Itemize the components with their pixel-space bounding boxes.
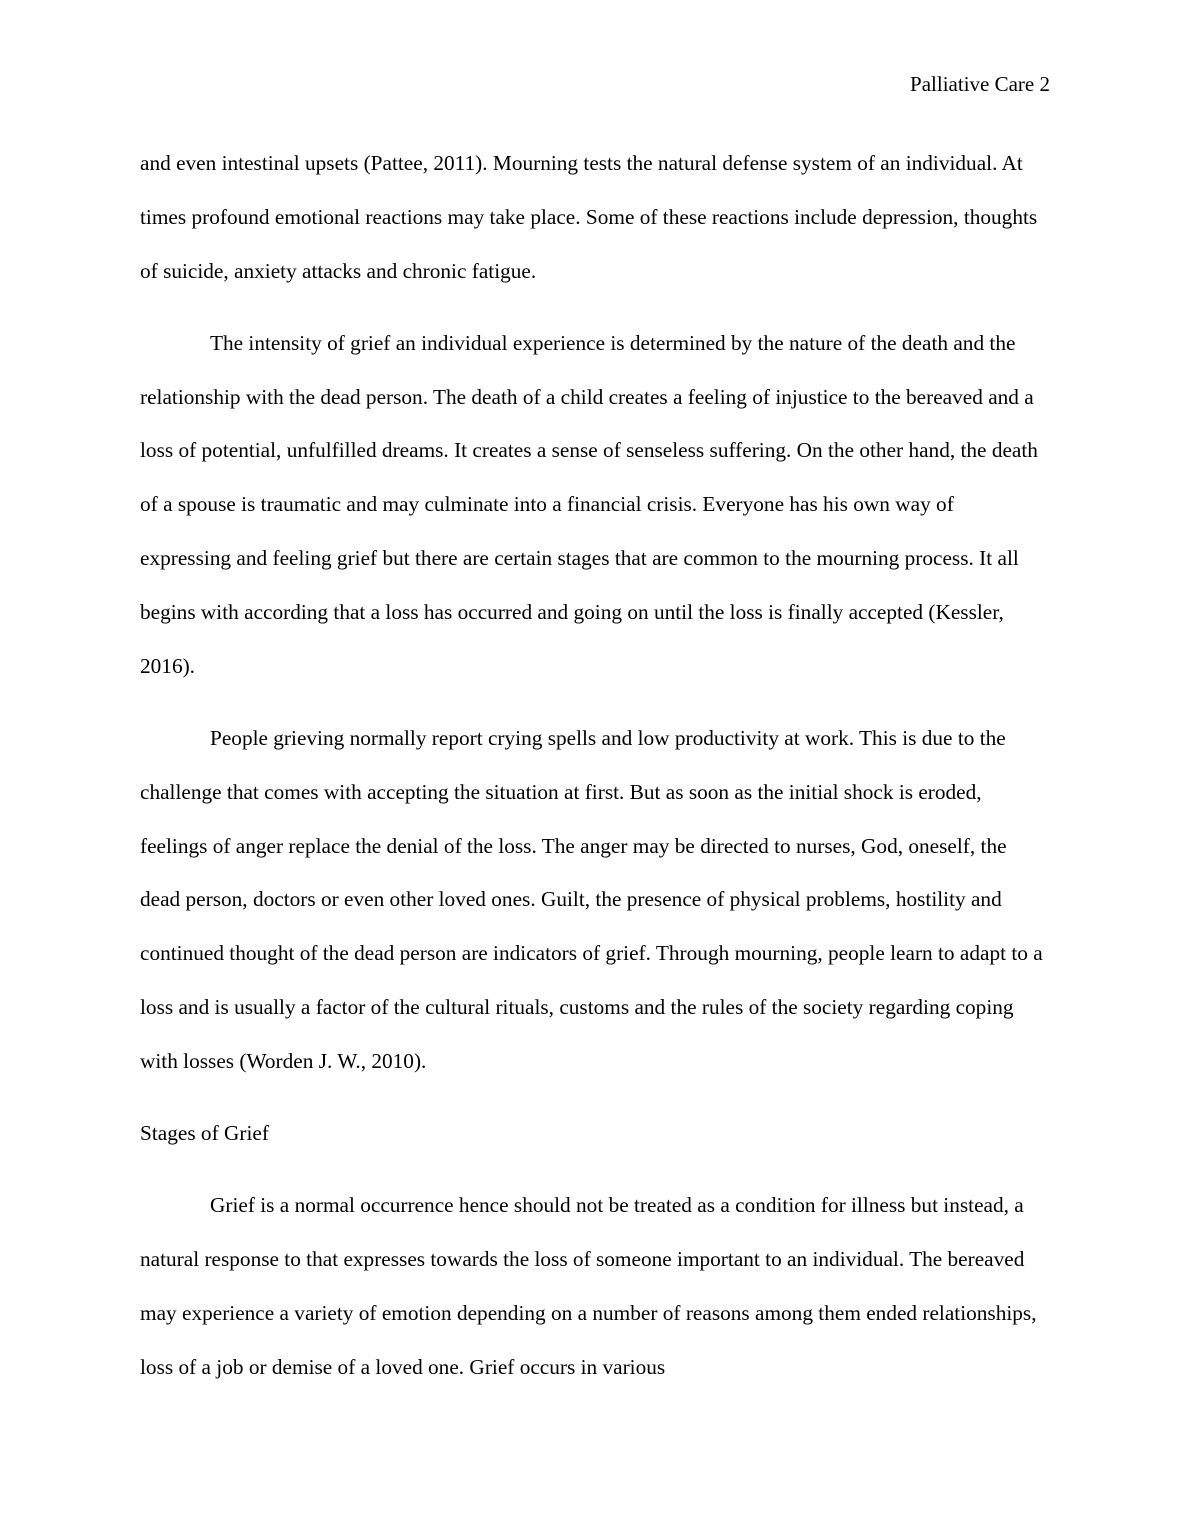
section-heading: Stages of Grief	[140, 1121, 269, 1146]
document-body	[140, 137, 1050, 1413]
paragraph: People grieving normally report crying spells and low productivity at work. This is due to the challenge that comes with accepting the situation at first. But as soon as the initial shock is eroded, feelings of anger replace the denial of the loss. The anger may be directed to nurses, God, oneself, the dead person, doctors or even other loved ones. Guilt, the presence of physical problems, hostility and continued thought of the dead person are indicators of grief. Through mourning, people learn to adapt to a loss and is usually a factor of the cultural rituals, customs and the rules of the society regarding coping with losses (Worden J. W., 2010).	[140, 725, 1043, 1073]
paragraph: The intensity of grief an individual experience is determined by the nature of the death and the relationship with the dead person. The death of a child creates a feeling of injustice to the bereaved and a loss of potential, unfulfilled dreams. It creates a sense of senseless suffering. On the other hand, the death of a spouse is traumatic and may culminate into a financial crisis. Everyone has his own way of expressing and feeling grief but there are certain stages that are common to the mourning process. It all begins with according that a loss has occurred and going on until the loss is finally accepted (Kessler, 2016).	[140, 330, 1038, 678]
paragraph: and even intestinal upsets (Pattee, 2011). Mourning tests the natural defense system of an individual. At times profound emotional reactions may take place. Some of these reactions include depression, thoughts of suicide, anxiety attacks and chronic fatigue.	[140, 151, 1038, 283]
running-head: Palliative Care 2	[910, 72, 1050, 96]
paragraph: Grief is a normal occurrence hence should not be treated as a condition for illness but instead, a natural response to that expresses towards the loss of someone important to an individual. The bereaved may experience a variety of emotion depending on a number of reasons among them ended relationships, loss of a job or demise of a loved one. Grief occurs in various	[140, 1193, 1037, 1379]
